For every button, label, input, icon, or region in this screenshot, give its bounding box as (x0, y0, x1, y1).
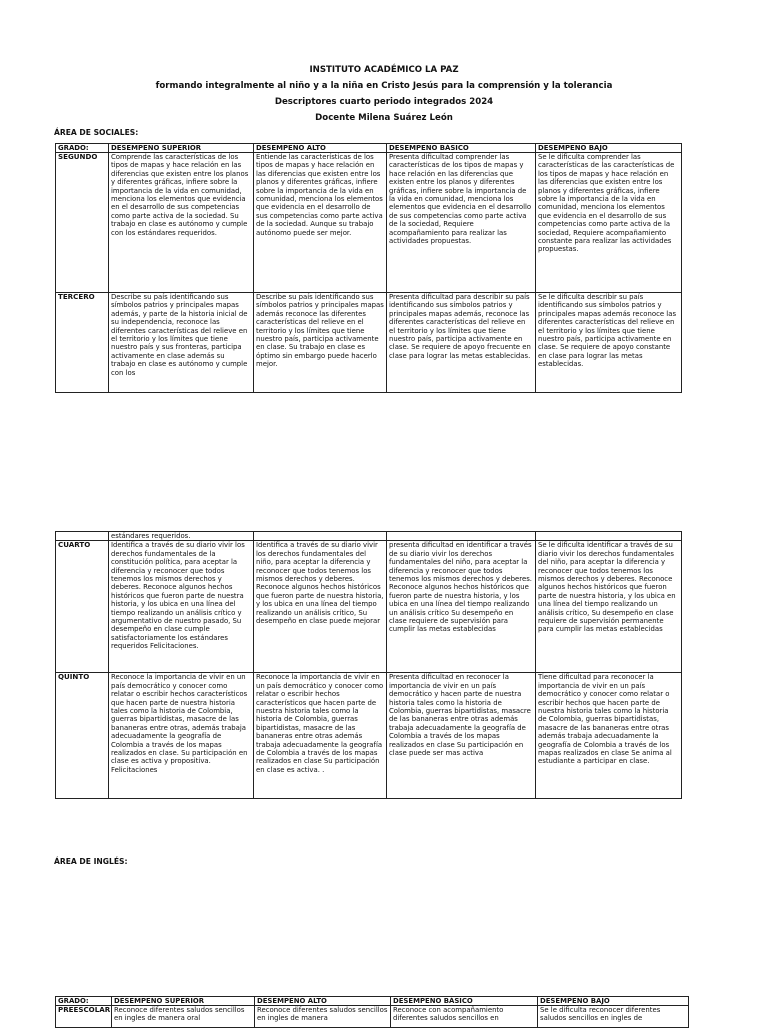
col-grado: GRADO: (56, 144, 109, 153)
table-row (56, 293, 682, 393)
grade-cell: CUARTO (56, 541, 109, 673)
col-bajo: DESEMPEÑO BAJO (536, 144, 682, 153)
col-basico: DESEMPEÑO BÁSICO (391, 997, 538, 1006)
alto-cell: Entiende las características de los tipos de mapas y hace relación en las diferencias que existen entre los planos y diferentes gráficas, infiere sobre la importancia de la vida en comunidad, menciona los elementos que evidencia en el desarrollo de sus competencias como parte activa de la sociedad. Aunque su trabajo autónomo puede ser mejor. (254, 153, 387, 293)
superior-cell: Describe su país identificando sus símbolos patrios y principales mapas además, y parte de la historia inicial de su independencia, reconoce las diferentes características del relieve en el territorio y los límites que tiene nuestro país y sus fronteras, participa activamente en clase además su trabajo en clase es autónomo y cumple con los (109, 293, 254, 393)
basico-cell: Presenta dificultad en reconocer la importancia de vivir en un país democrático y hacen parte de nuestra historia tales como la historia de Colombia, guerras bipartidistas, masacre de las bananeras entre otras además trabaja adecuadamente la geografía de Colombia a través de los mapas realizados en clase Su participación en clase puede ser mas activa (387, 673, 536, 799)
col-basico: DESEMPEÑO BÁSICO (387, 144, 536, 153)
col-grado: GRADO: (56, 997, 112, 1006)
empty-cell (254, 532, 387, 541)
section-ingles-label: ÁREA DE INGLÉS: (54, 857, 128, 866)
bajo-cell: Se le dificulta comprender las características de las características de los tipos de mapas y hace relación en las diferencias que existen entre los planos y diferentes gráficas, infiere sobre la importancia de la vida en comunidad, menciona los elementos que evidencia en el desarrollo de sus competencias como parte activa de la sociedad, Requiere acompañamiento constante para realizar las actividades propuestas. (536, 153, 682, 293)
institution-name: INSTITUTO ACADÉMICO LA PAZ (309, 65, 459, 75)
table-header-row (56, 144, 682, 153)
basico-cell: Reconoce con acompañamiento diferentes saludos sencillos en (391, 1006, 538, 1028)
table-row (56, 153, 682, 293)
basico-cell: Presenta dificultad comprender las características de los tipos de mapas y hace relación en las diferencias que existen entre los planos y diferentes gráficas, infiere sobre la importancia de la vida en comunidad, menciona los elementos que evidencia en el desarrollo de sus competencias como parte activa de la sociedad, Requiere acompañamiento para realizar las actividades propuestas. (387, 153, 536, 293)
sociales-table-part2 (55, 531, 682, 799)
table-row (56, 532, 682, 541)
grade-cell: SEGUNDO (56, 153, 109, 293)
empty-cell (536, 532, 682, 541)
alto-cell: Reconoce la importancia de vivir en un país democrático y conocer como relatar o escribir hechos característicos que hacen parte de nuestra historia tales como la historia de Colombia, guerras bipartidistas, masacre de las bananeras entre otras además trabaja adecuadamente la geografía de Colombia a través de los mapas realizados en clase Su participación en clase es activa. . (254, 673, 387, 799)
superior-cell: Comprende las características de los tipos de mapas y hace relación en las diferencias que existen entre los planos y diferentes gráficas, infiere sobre la importancia de la vida en comunidad, menciona los elementos que evidencia en el desarrollo de sus competencias como parte activa de la sociedad. Su trabajo en clase es autónomo y cumple con los estándares requeridos. (109, 153, 254, 293)
col-superior: DESEMPEÑO SUPERIOR (109, 144, 254, 153)
superior-cell: Reconoce diferentes saludos sencillos en ingles de manera oral (112, 1006, 255, 1028)
bajo-cell: Tiene dificultad para reconocer la importancia de vivir en un país democrático y conocer como relatar o escribir hechos que hacen parte de nuestra historia tales como la historia de Colombia, guerras bipartidistas, masacre de las bananeras entre otras además trabaja adecuadamente la geografía de Colombia a través de los mapas realizados en clase Se anima al estudiante a participar en clase. (536, 673, 682, 799)
teacher-name: Docente Milena Suárez León (315, 113, 453, 123)
empty-cell (387, 532, 536, 541)
table-row (56, 1006, 689, 1028)
empty-cell (56, 532, 109, 541)
table-header-row (56, 997, 689, 1006)
table-row (56, 673, 682, 799)
superior-cell: Identifica a través de su diario vivir los derechos fundamentales de la constitución política, para aceptar la diferencia y reconocer que todos tenemos los mismos derechos y deberes. Reconoce algunos hechos históricos que fueron parte de nuestra historia, y los ubica en una línea del tiempo realizando un análisis crítico y argumentativo de nuestro pasado, Su desempeño en clase cumple satisfactoriamente los estándares requeridos Felicitaciones. (109, 541, 254, 673)
alto-cell: Reconoce diferentes saludos sencillos en ingles de manera (255, 1006, 391, 1028)
sociales-table-part1 (55, 143, 682, 393)
institution-motto: formando integralmente al niño y a la niña en Cristo Jesús para la comprensión y la tolerancia (155, 81, 613, 91)
grade-cell: QUINTO (56, 673, 109, 799)
grade-cell: TERCERO (56, 293, 109, 393)
col-alto: DESEMPEÑO ALTO (255, 997, 391, 1006)
alto-cell: Describe su país identificando sus símbolos patrios y principales mapas además reconoce las diferentes características del relieve en el territorio y los límites que tiene nuestro país, participa activamente en clase. Su trabajo en clase es óptimo sin embargo puede hacerlo mejor. (254, 293, 387, 393)
ingles-table (55, 996, 689, 1028)
basico-cell: Presenta dificultad para describir su país identificando sus símbolos patrios y principales mapas además, reconoce las diferentes características del relieve en el territorio y los límites que tiene nuestro país, participa activamente en clase. Se requiere de apoyo frecuente en clase para lograr las metas establecidas. (387, 293, 536, 393)
continuation-cell: estándares requeridos. (109, 532, 254, 541)
table-row (56, 541, 682, 673)
bajo-cell: Se le dificulta identificar a través de su diario vivir los derechos fundamentales del niño, para aceptar la diferencia y reconocer que todos tenemos los mismos derechos y deberes. Reconoce algunos hechos históricos que fueron parte de nuestra historia, y los ubica en una línea del tiempo realizando un análisis crítico, Su desempeño en clase requiere de supervisión permanente para cumplir las metas establecidas (536, 541, 682, 673)
col-superior: DESEMPEÑO SUPERIOR (112, 997, 255, 1006)
col-bajo: DESEMPEÑO BAJO (538, 997, 689, 1006)
grade-cell: PREESCOLAR (56, 1006, 112, 1028)
col-alto: DESEMPEÑO ALTO (254, 144, 387, 153)
alto-cell: Identifica a través de su diario vivir los derechos fundamentales del niño, para aceptar la diferencia y reconocer que todos tenemos los mismos derechos y deberes. Reconoce algunos hechos históricos que fueron parte de nuestra historia, y los ubica en una línea del tiempo realizando un análisis crítico, Su desempeño en clase puede mejorar (254, 541, 387, 673)
bajo-cell: Se le dificulta describir su país identificando sus símbolos patrios y principales mapas además reconoce las diferentes características del relieve en el territorio y los límites que tiene nuestro país, participa activamente en clase. Se requiere de apoyo constante en clase para lograr las metas establecidas. (536, 293, 682, 393)
superior-cell: Reconoce la importancia de vivir en un país democrático y conocer como relatar o escribir hechos característicos que hacen parte de nuestra historia tales como la historia de Colombia, guerras bipartidistas, masacre de las bananeras entre otras, además trabaja adecuadamente la geografía de Colombia a través de los mapas realizados en clase. Su participación en clase es activa y propositiva. Felicitaciones (109, 673, 254, 799)
bajo-cell: Se le dificulta reconocer diferentes saludos sencillos en ingles de (538, 1006, 689, 1028)
section-sociales-label: ÁREA DE SOCIALES: (54, 128, 139, 137)
document-subtitle: Descriptores cuarto periodo integrados 2024 (274, 97, 494, 107)
basico-cell: presenta dificultad en identificar a través de su diario vivir los derechos fundamentales del niño, para aceptar la diferencia y reconocer que todos tenemos los mismos derechos y deberes. Reconoce algunos hechos históricos que fueron parte de nuestra historia, y los ubica en una línea del tiempo realizando un análisis crítico Su desempeño en clase requiere de supervisión para cumplir las metas establecidas (387, 541, 536, 673)
